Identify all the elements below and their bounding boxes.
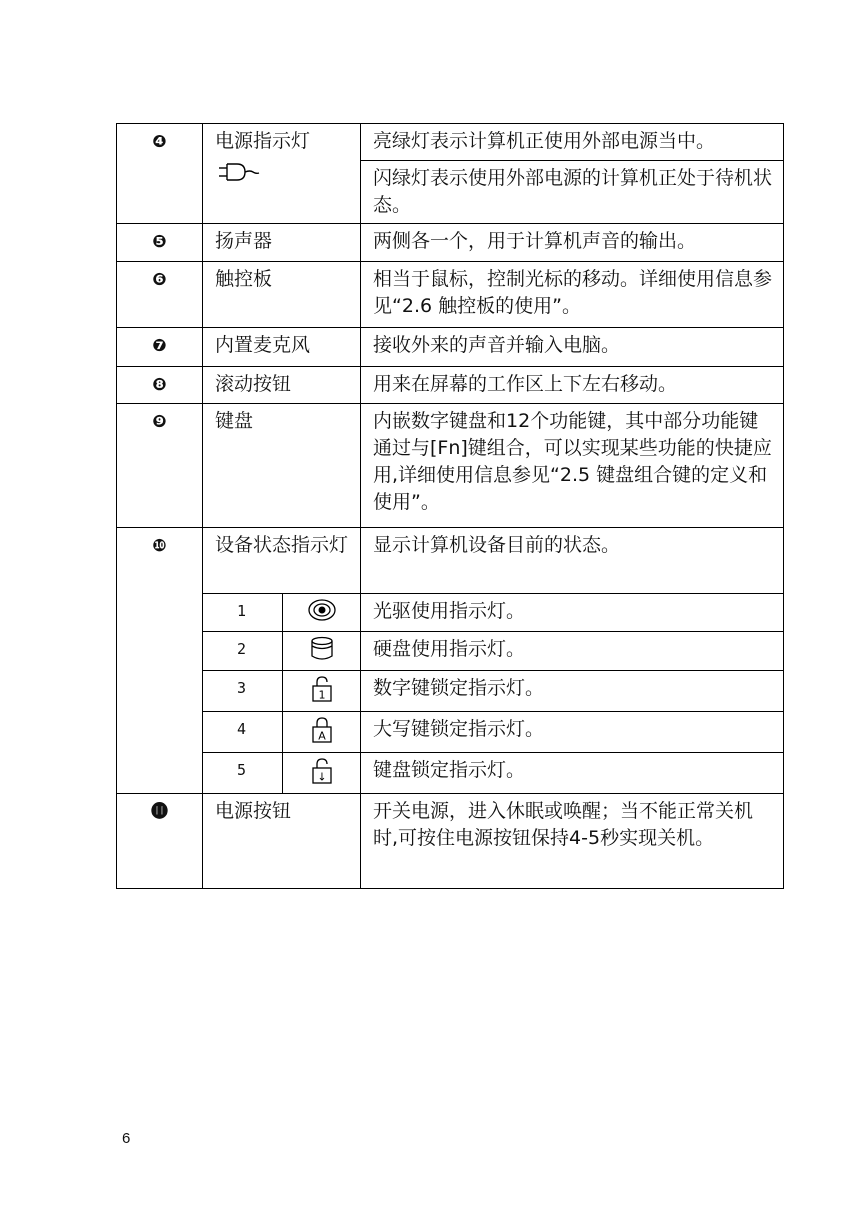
item-name: 触控板 <box>203 262 361 328</box>
item-number: ❼ <box>117 328 203 367</box>
indicator-description: 键盘锁定指示灯。 <box>361 753 784 794</box>
table-row <box>117 262 784 328</box>
table-row <box>117 224 784 262</box>
table-row <box>117 328 784 367</box>
scroll-lock-glyph: ↓ <box>316 770 327 784</box>
item-number: ❻ <box>117 262 203 328</box>
item-name-label: 电源指示灯 <box>215 130 311 152</box>
hard-disk-icon <box>306 636 338 662</box>
table-row <box>117 124 784 161</box>
item-number: ❽ <box>117 367 203 404</box>
item-name: 滚动按钮 <box>203 367 361 404</box>
item-number: ⓫ <box>117 794 203 889</box>
item-description: 内嵌数字键盘和12个功能键，其中部分功能键通过与[Fn]键组合，可以实现某些功能的快捷应用,详细使用信息参见“2.5 键盘组合键的定义和使用”。 <box>361 404 784 528</box>
table-row <box>117 528 784 594</box>
scroll-lock-icon <box>306 757 338 785</box>
item-description: 用来在屏幕的工作区上下左右移动。 <box>361 367 784 404</box>
indicator-number: 3 <box>203 671 283 712</box>
caps-lock-icon <box>306 716 338 744</box>
item-name: 键盘 <box>203 404 361 528</box>
item-number: ❿ <box>117 528 203 794</box>
optical-drive-icon <box>306 598 338 622</box>
item-description: 相当于鼠标，控制光标的移动。详细使用信息参见“2.6 触控板的使用”。 <box>361 262 784 328</box>
indicator-description: 数字键锁定指示灯。 <box>361 671 784 712</box>
indicator-row <box>117 753 784 794</box>
item-description: 开关电源，进入休眠或唤醒；当不能正常关机时,可按住电源按钮保持4-5秒实现关机。 <box>361 794 784 889</box>
caps-lock-glyph: A <box>317 729 326 743</box>
indicator-row <box>117 671 784 712</box>
indicator-row <box>117 594 784 632</box>
indicator-description: 硬盘使用指示灯。 <box>361 632 784 671</box>
num-lock-icon <box>306 675 338 703</box>
indicator-number: 4 <box>203 712 283 753</box>
component-table <box>116 123 784 889</box>
power-plug-icon <box>217 161 263 183</box>
indicator-description: 大写键锁定指示灯。 <box>361 712 784 753</box>
item-description: 两侧各一个，用于计算机声音的输出。 <box>361 224 784 262</box>
indicator-number: 2 <box>203 632 283 671</box>
indicator-row <box>117 712 784 753</box>
indicator-description: 光驱使用指示灯。 <box>361 594 784 632</box>
item-name: 扬声器 <box>203 224 361 262</box>
num-lock-glyph: 1 <box>318 688 325 702</box>
table-row <box>117 367 784 404</box>
item-name: 内置麦克风 <box>203 328 361 367</box>
indicator-number: 5 <box>203 753 283 794</box>
table-row <box>117 794 784 889</box>
item-name: 电源按钮 <box>203 794 361 889</box>
item-number: ❹ <box>117 124 203 224</box>
item-description: 亮绿灯表示计算机正使用外部电源当中。 <box>361 124 784 161</box>
item-description: 接收外来的声音并输入电脑。 <box>361 328 784 367</box>
table-row <box>117 404 784 528</box>
item-description: 闪绿灯表示使用外部电源的计算机正处于待机状态。 <box>361 161 784 224</box>
item-name: 设备状态指示灯 <box>203 528 361 594</box>
page-number: 6 <box>122 1130 131 1147</box>
item-number: ❺ <box>117 224 203 262</box>
item-description: 显示计算机设备目前的状态。 <box>361 528 784 594</box>
indicator-number: 1 <box>203 594 283 632</box>
item-number: ❾ <box>117 404 203 528</box>
item-name <box>203 124 361 224</box>
indicator-row <box>117 632 784 671</box>
